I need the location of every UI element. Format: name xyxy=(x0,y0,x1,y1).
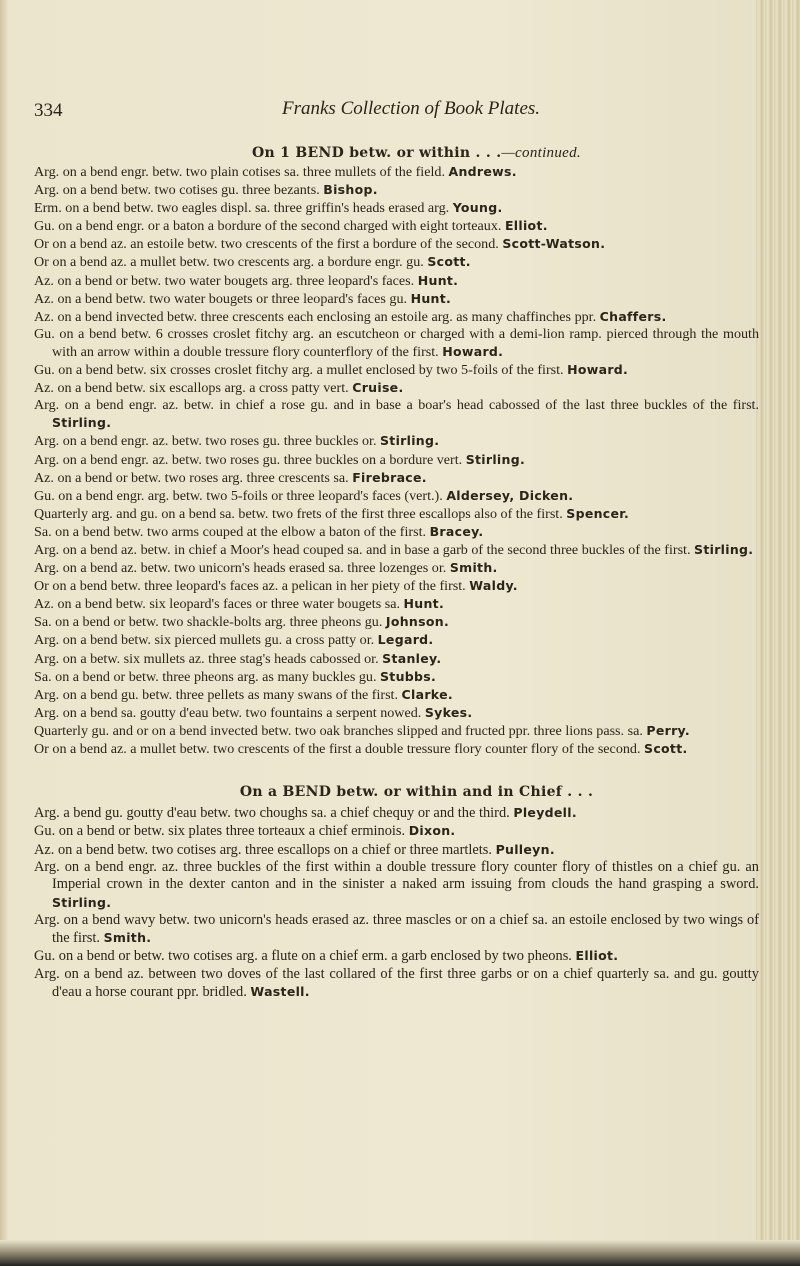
list-item xyxy=(34,912,759,948)
entry-blazon: Erm. on a bend betw. two eagles displ. sa. three griffin's heads erased arg. xyxy=(34,200,450,217)
list-item xyxy=(34,163,759,181)
list-item xyxy=(34,613,759,631)
entry-blazon: Arg. on a bend engr. betw. two plain cotises sa. three mullets of the field. xyxy=(34,164,445,180)
entry-blazon: Arg. on a bend betw. two cotises gu. three bezants. xyxy=(34,182,320,199)
list-item xyxy=(34,451,759,469)
list-item xyxy=(34,631,759,649)
list-item xyxy=(34,722,759,740)
list-item xyxy=(34,841,759,859)
section-heading-bend-chief: On a BEND betw. or within and in Chief . . . xyxy=(239,784,594,801)
entry-blazon: Arg. on a bend az. betw. in chief a Moor's head couped sa. and in base a garb of the second three buckles of the first. xyxy=(34,541,691,558)
entry-owner-name: Andrews. xyxy=(448,164,517,179)
list-item xyxy=(34,181,759,199)
entry-owner-name: Stirling. xyxy=(52,415,112,431)
entry-blazon: Az. on a bend betw. two water bougets or three leopard's faces gu. xyxy=(34,290,408,307)
entry-blazon: Arg. on a betw. six mullets az. three stag's heads cabossed or. xyxy=(34,650,379,667)
entry-blazon: Gu. on a bend or betw. six plates three torteaux a chief erminois. xyxy=(34,823,406,840)
entry-owner-name: Cruise. xyxy=(352,380,404,396)
entry-blazon: Arg. on a bend wavy betw. two unicorn's heads erased az. three mascles or on a chief sa. an estoile enclosed by two wings of the first. xyxy=(34,911,759,947)
list-item xyxy=(34,686,759,704)
entry-owner-name: Perry. xyxy=(646,722,690,738)
section-heading-continued: —continued. xyxy=(501,145,581,161)
entry-owner-name: Waldy. xyxy=(469,578,518,594)
entry-owner-name: Smith. xyxy=(103,930,152,946)
entry-owner-name: Spencer. xyxy=(566,505,630,521)
entry-blazon: Arg. on a bend gu. betw. three pellets as many swans of the first. xyxy=(34,686,399,703)
entry-owner-name: Dixon. xyxy=(408,823,456,839)
list-item xyxy=(34,326,759,361)
entry-owner-name: Bishop. xyxy=(323,182,378,198)
entry-owner-name: Clarke. xyxy=(401,686,453,702)
entry-owner-name: Stanley. xyxy=(382,650,442,666)
list-item xyxy=(34,559,759,577)
entry-blazon: Gu. on a bend or betw. two cotises arg. a flute on a chief erm. a garb enclosed by two pheons. xyxy=(34,948,572,965)
entry-blazon: Quarterly arg. and gu. on a bend sa. betw. two frets of the first three escallops also of the first. xyxy=(34,505,563,522)
entry-owner-name: Johnson. xyxy=(385,614,450,630)
list-item xyxy=(34,432,759,450)
list-item xyxy=(34,290,759,308)
entry-owner-name: Stubbs. xyxy=(380,668,437,684)
entry-blazon: Or on a bend az. an estoile betw. two crescents of the first a bordure of the second. xyxy=(34,236,499,253)
running-title: Franks Collection of Book Plates. xyxy=(282,98,541,119)
entry-blazon: Az. on a bend betw. six leopard's faces or three water bougets sa. xyxy=(34,596,400,613)
entry-blazon: Arg. on a bend az. between two doves of the last collared of the first three garbs or on a chief quarterly sa. and gu. goutty d'eau a horse courant ppr. bridled. xyxy=(34,965,759,1001)
list-item xyxy=(34,668,759,686)
page-gutter-shade xyxy=(0,0,8,1266)
entry-blazon: Arg. on a bend betw. six pierced mullets gu. a cross patty or. xyxy=(34,632,375,649)
entry-owner-name: Pleydell. xyxy=(513,805,577,821)
list-item xyxy=(34,361,759,379)
book-binding-edge xyxy=(756,0,800,1266)
running-head xyxy=(34,98,734,124)
entry-blazon: Gu. on a bend betw. 6 crosses croslet fitchy arg. an escutcheon or charged with a demi-lion ramp. pierced through the mouth with an arrow within a double tressure flory counterflory of the first. xyxy=(34,325,759,360)
entry-blazon: Arg. on a bend engr. az. betw. in chief a rose gu. and in base a boar's head cabossed of the last three buckles of the first. xyxy=(34,397,759,414)
list-item xyxy=(34,308,759,326)
page-content xyxy=(34,143,759,1001)
entry-owner-name: Young. xyxy=(452,200,503,216)
list-item xyxy=(34,199,759,217)
entry-owner-name: Hunt. xyxy=(403,596,444,612)
entry-owner-name: Stirling. xyxy=(380,433,440,449)
entry-blazon: Arg. on a bend engr. az. betw. two roses gu. three buckles on a bordure vert. xyxy=(34,451,463,468)
entry-owner-name: Stirling. xyxy=(465,451,525,467)
entry-owner-name: Hunt. xyxy=(410,290,452,306)
entry-blazon: Gu. on a bend betw. six crosses croslet fitchy arg. a mullet enclosed by two 5-foils of the first. xyxy=(34,362,564,379)
entry-blazon: Az. on a bend or betw. two roses arg. three crescents sa. xyxy=(34,469,349,486)
entry-blazon: Az. on a bend betw. six escallops arg. a cross patty vert. xyxy=(34,380,349,397)
entry-blazon: Sa. on a bend betw. two arms couped at the elbow a baton of the first. xyxy=(34,523,427,540)
list-item xyxy=(34,859,759,912)
list-item xyxy=(34,822,759,840)
entry-blazon: Gu. on a bend engr. or a baton a bordure of the second charged with eight torteaux. xyxy=(34,218,502,235)
entry-blazon: Arg. on a bend sa. goutty d'eau betw. two fountains a serpent nowed. xyxy=(34,704,422,721)
list-item xyxy=(34,947,759,965)
entry-blazon: Az. on a bend betw. two cotises arg. three escallops on a chief or three martlets. xyxy=(34,841,492,858)
list-item xyxy=(34,804,759,822)
entry-owner-name: Firebrace. xyxy=(352,469,427,485)
entry-blazon: Az. on a bend or betw. two water bougets arg. three leopard's faces. xyxy=(34,272,415,289)
entry-owner-name: Elliot. xyxy=(575,948,619,964)
list-item xyxy=(34,469,759,487)
entry-owner-name: Stirling. xyxy=(52,894,112,910)
entry-owner-name: Aldersey, Dicken. xyxy=(446,487,574,503)
section-heading-main: On 1 BEND betw. or within . . . xyxy=(252,145,502,161)
entry-owner-name: Chaffers. xyxy=(599,308,667,324)
list-item xyxy=(34,379,759,397)
entry-owner-name: Scott. xyxy=(427,254,471,270)
page-number: 334 xyxy=(34,100,63,121)
list-item xyxy=(34,235,759,253)
list-item xyxy=(34,966,759,1002)
list-item xyxy=(34,523,759,541)
entry-blazon: Sa. on a bend or betw. two shackle-bolts arg. three pheons gu. xyxy=(34,614,383,631)
list-item xyxy=(34,253,759,271)
page-bottom-shadow xyxy=(0,1240,800,1266)
list-item xyxy=(34,397,759,432)
entry-owner-name: Wastell. xyxy=(250,984,310,1000)
list-item xyxy=(34,505,759,523)
entry-blazon: Arg. on a bend engr. az. betw. two roses gu. three buckles or. xyxy=(34,433,377,450)
list-item xyxy=(34,272,759,290)
entry-blazon: Arg. a bend gu. goutty d'eau betw. two choughs sa. a chief chequy or and the third. xyxy=(34,805,510,822)
entry-blazon: Or on a bend betw. three leopard's faces az. a pelican in her piety of the first. xyxy=(34,578,466,595)
section-heading-bend-continued xyxy=(74,143,759,163)
list-item xyxy=(34,577,759,595)
list-item xyxy=(34,541,759,559)
entry-owner-name: Smith. xyxy=(449,560,498,576)
entry-blazon: Arg. on a bend engr. az. three buckles of the first within a double tressure flory counter flory of thistles on a chief gu. an Imperial crown in the dexter canton and in the sinister a naked arm issuing from clouds the hand grasping a sword. xyxy=(34,858,759,893)
entry-owner-name: Howard. xyxy=(442,343,504,359)
entry-owner-name: Howard. xyxy=(567,362,629,378)
entry-blazon: Or on a bend az. a mullet betw. two crescents arg. a bordure engr. gu. xyxy=(34,254,424,271)
entry-blazon: Quarterly gu. and or on a bend invected betw. two oak branches slipped and fructed ppr. three lions pass. sa. xyxy=(34,722,643,739)
entry-list-bend-chief xyxy=(34,804,759,1001)
entry-blazon: Sa. on a bend or betw. three pheons arg. as many buckles gu. xyxy=(34,668,377,685)
entry-owner-name: Stirling. xyxy=(694,541,754,557)
entry-blazon: Or on a bend az. a mullet betw. two crescents of the first a double tressure flory counter flory of the second. xyxy=(34,741,641,757)
entry-owner-name: Legard. xyxy=(377,632,434,648)
entry-blazon: Az. on a bend invected betw. three crescents each enclosing an estoile arg. as many chaffinches ppr. xyxy=(34,308,597,325)
list-item xyxy=(34,595,759,613)
entry-owner-name: Scott. xyxy=(644,741,688,756)
entry-blazon: Arg. on a bend az. betw. two unicorn's heads erased sa. three lozenges or. xyxy=(34,560,447,577)
list-item xyxy=(34,487,759,505)
list-item xyxy=(34,704,759,722)
entry-list-bend xyxy=(34,163,759,758)
entry-owner-name: Bracey. xyxy=(429,523,484,539)
list-item xyxy=(34,650,759,668)
entry-owner-name: Sykes. xyxy=(424,704,473,720)
entry-owner-name: Scott-Watson. xyxy=(502,236,606,252)
entry-owner-name: Elliot. xyxy=(504,218,548,234)
entry-blazon: Gu. on a bend engr. arg. betw. two 5-foils or three leopard's faces (vert.). xyxy=(34,487,443,504)
list-item xyxy=(34,740,759,758)
entry-owner-name: Pulleyn. xyxy=(495,841,555,857)
list-item xyxy=(34,217,759,235)
entry-owner-name: Hunt. xyxy=(417,272,459,288)
